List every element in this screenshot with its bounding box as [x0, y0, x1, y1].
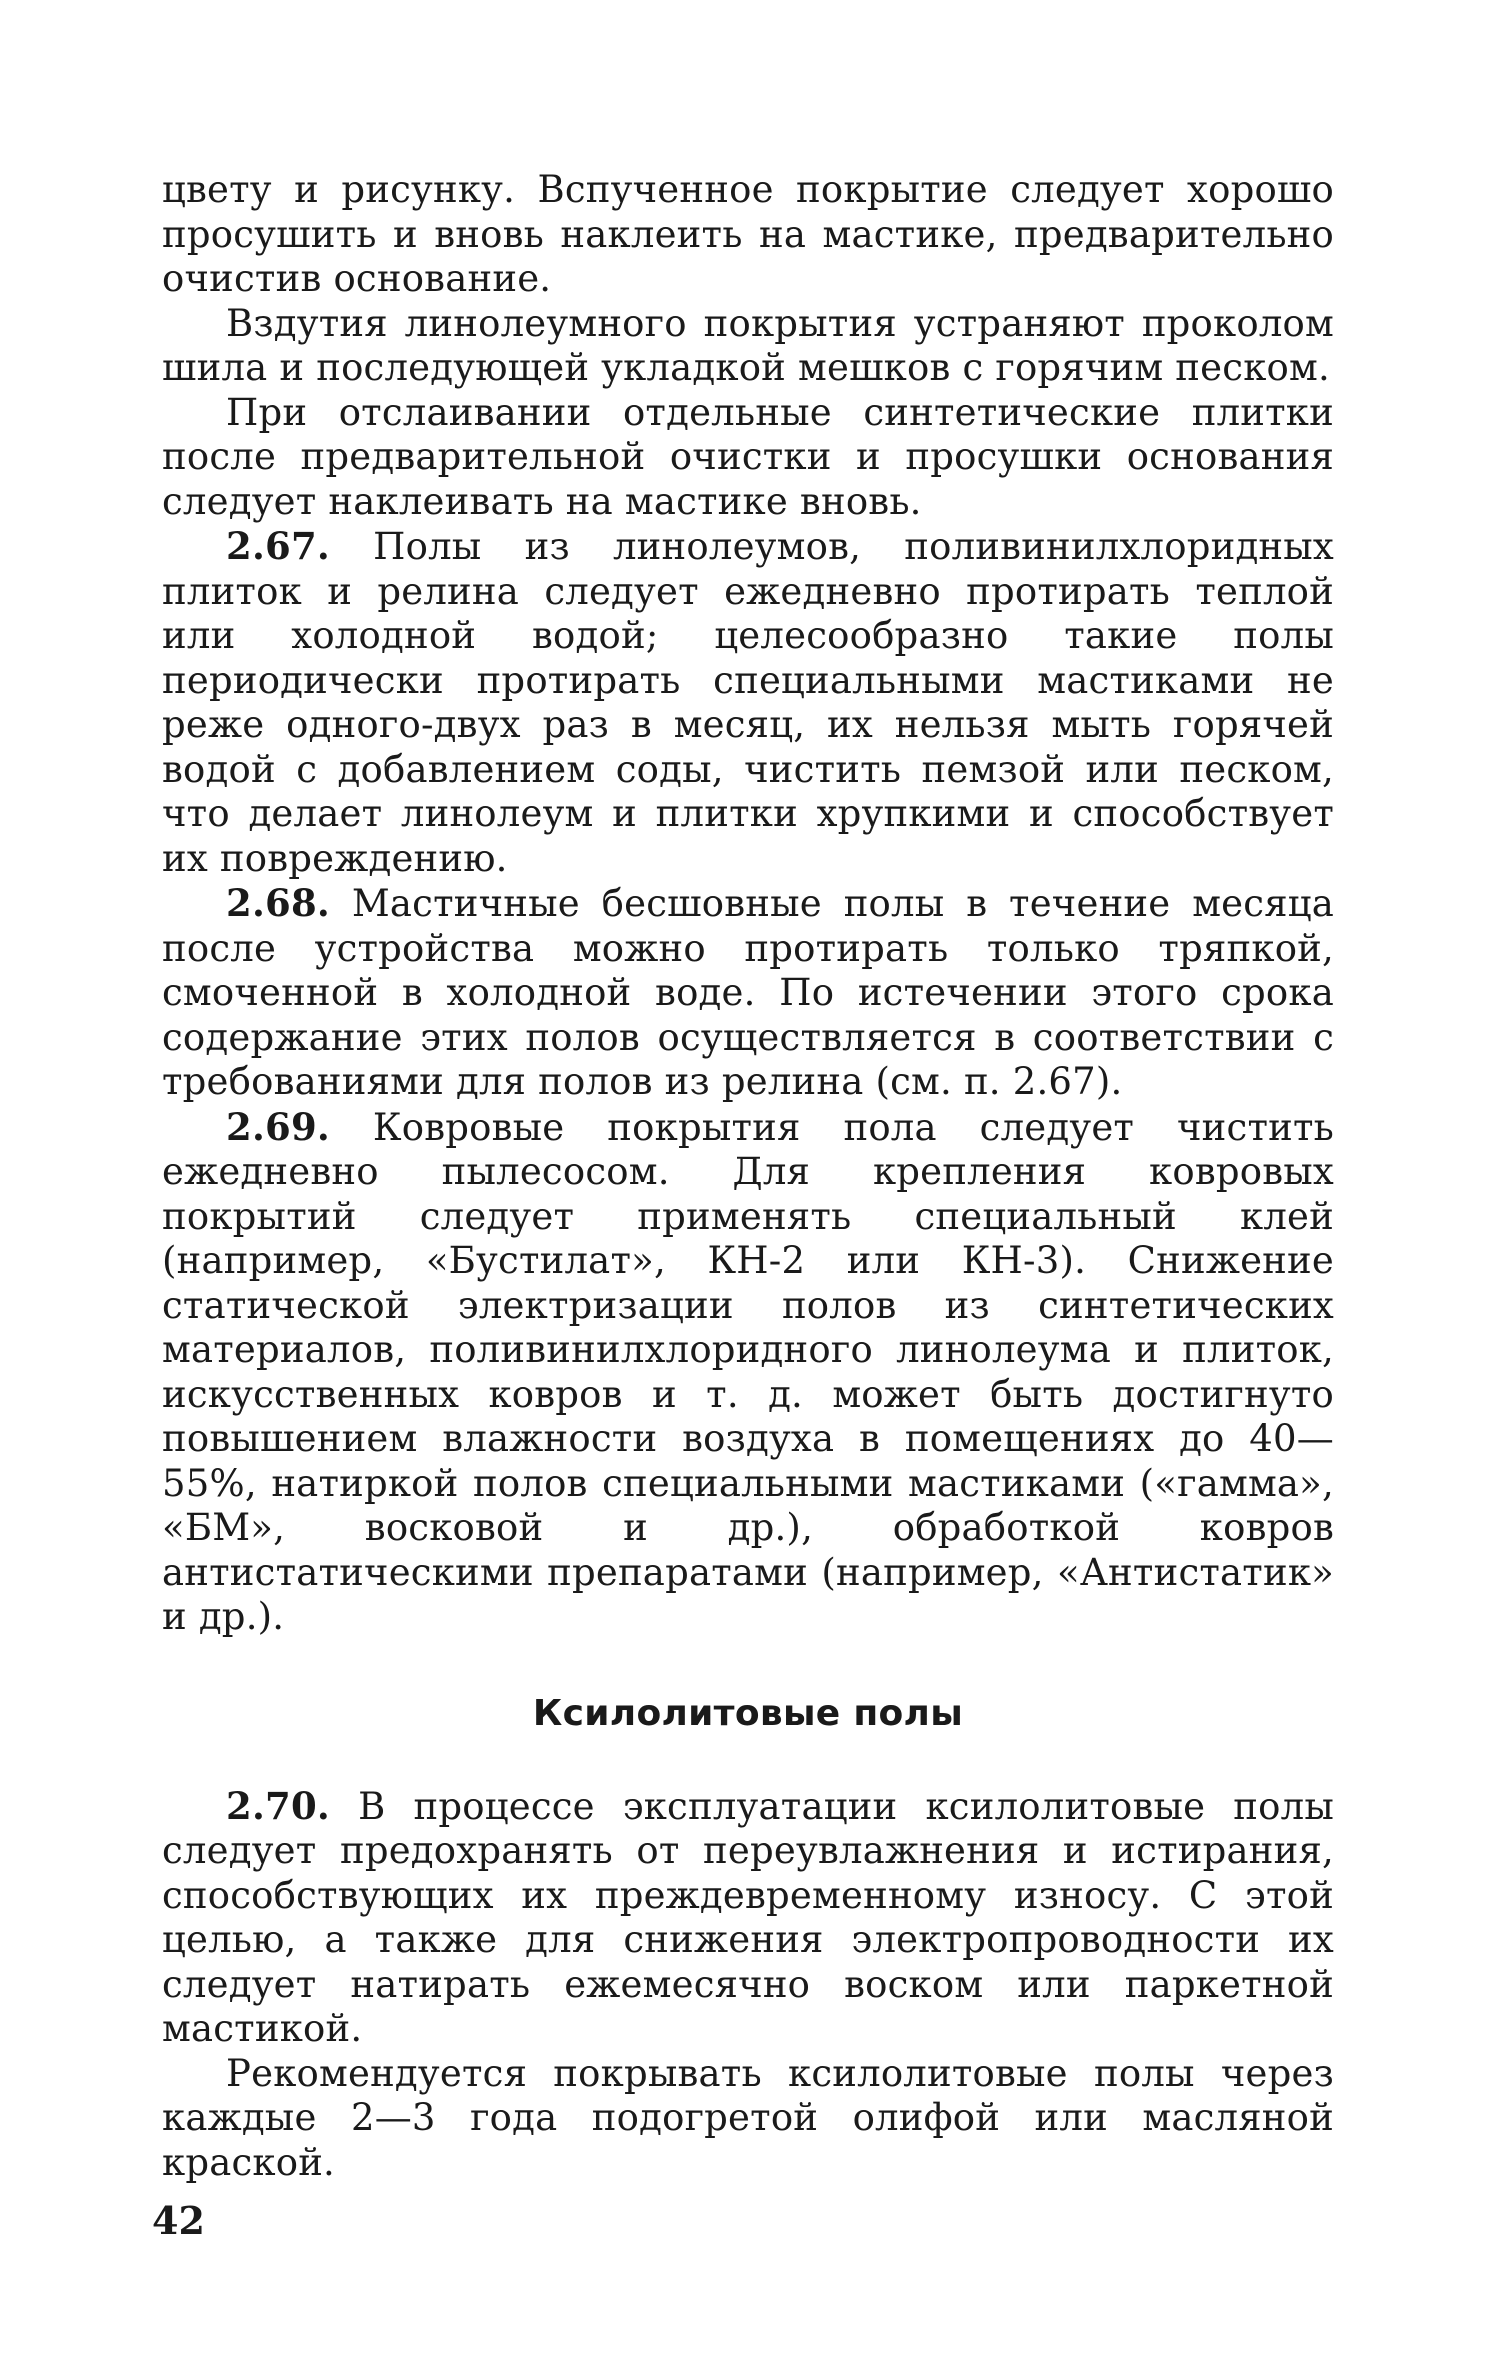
- paragraph-2-70: [162, 1784, 1334, 2052]
- section-number: 2.68.: [226, 881, 330, 925]
- paragraph-text: Полы из линолеумов, поливинилхлоридных плиток и релина следует ежедневно протирать теплой или холодной водой; целесообразно такие полы периодически протирать специальными мастиками не реже одного-двух раз в месяц, их нельзя мыть горячей водой с добавлением соды, чистить пемзой или песком, что делает линолеум и плитки хрупкими и способствует их повреждению.: [162, 525, 1335, 880]
- paragraph-2-67: [162, 524, 1334, 881]
- paragraph-text: В процессе эксплуатации ксилолитовые полы следует предохранять от переувлажнения и истирания, способствующих их преждевременному износу. С этой целью, а также для снижения электропроводности их следует натирать ежемесячно воском или паркетной мастикой.: [162, 1784, 1334, 2050]
- paragraph-text: При отслаивании отдельные синтетические плитки после предварительной очистки и просушки основания следует наклеивать на мастике вновь.: [162, 390, 1334, 523]
- page-number: 42: [152, 2198, 205, 2243]
- paragraph-2-69: [162, 1105, 1334, 1640]
- section-number: 2.69.: [226, 1104, 330, 1149]
- paragraph-tile-peeling: [162, 391, 1334, 525]
- section-number: 2.70.: [226, 1783, 330, 1828]
- paragraph-text: цвету и рисунку. Вспученное покрытие следует хорошо просушить и вновь наклеить на мастике, предварительно очистив основание.: [162, 168, 1334, 300]
- paragraph-swelling-repair: [162, 302, 1334, 391]
- paragraph-recommendation: [162, 2052, 1334, 2186]
- paragraph-text: Вздутия линолеумного покрытия устраняют проколом шила и последующей укладкой мешков с горячим песком.: [162, 301, 1334, 389]
- paragraph-text: Мастичные бесшовные полы в течение месяца после устройства можно протирать только тряпкой, смоченной в холодной воде. По истечении этого срока содержание этих полов осуществляется в соответствии с требованиями для полов из релина (см. п. 2.67).: [162, 882, 1334, 1103]
- paragraph-text: Рекомендуется покрывать ксилолитовые полы через каждые 2—3 года подогретой олифой или масляной краской.: [162, 2051, 1334, 2184]
- section-heading: Ксилолитовые полы: [532, 1692, 964, 1734]
- paragraph-2-68: [162, 881, 1334, 1105]
- section-number: 2.67.: [226, 524, 330, 568]
- paragraph-continuation: [162, 168, 1334, 302]
- paragraph-text: Ковровые покрытия пола следует чистить ежедневно пылесосом. Для крепления ковровых покрытий следует применять специальный клей (например, «Бустилат», КН-2 или КН-3). Снижение статической электризации полов из синтетических материалов, поливинилхлоридного линолеума и плиток, искусственных ковров и т. д. может быть достигнуто повышением влажности воздуха в помещениях до 40—55%, натиркой полов специальными мастиками («гамма», «БМ», восковой и др.), обработкой ковров антистатическими препаратами (например, «Антистатик» и др.).: [162, 1105, 1334, 1638]
- page-body: [162, 168, 1334, 2185]
